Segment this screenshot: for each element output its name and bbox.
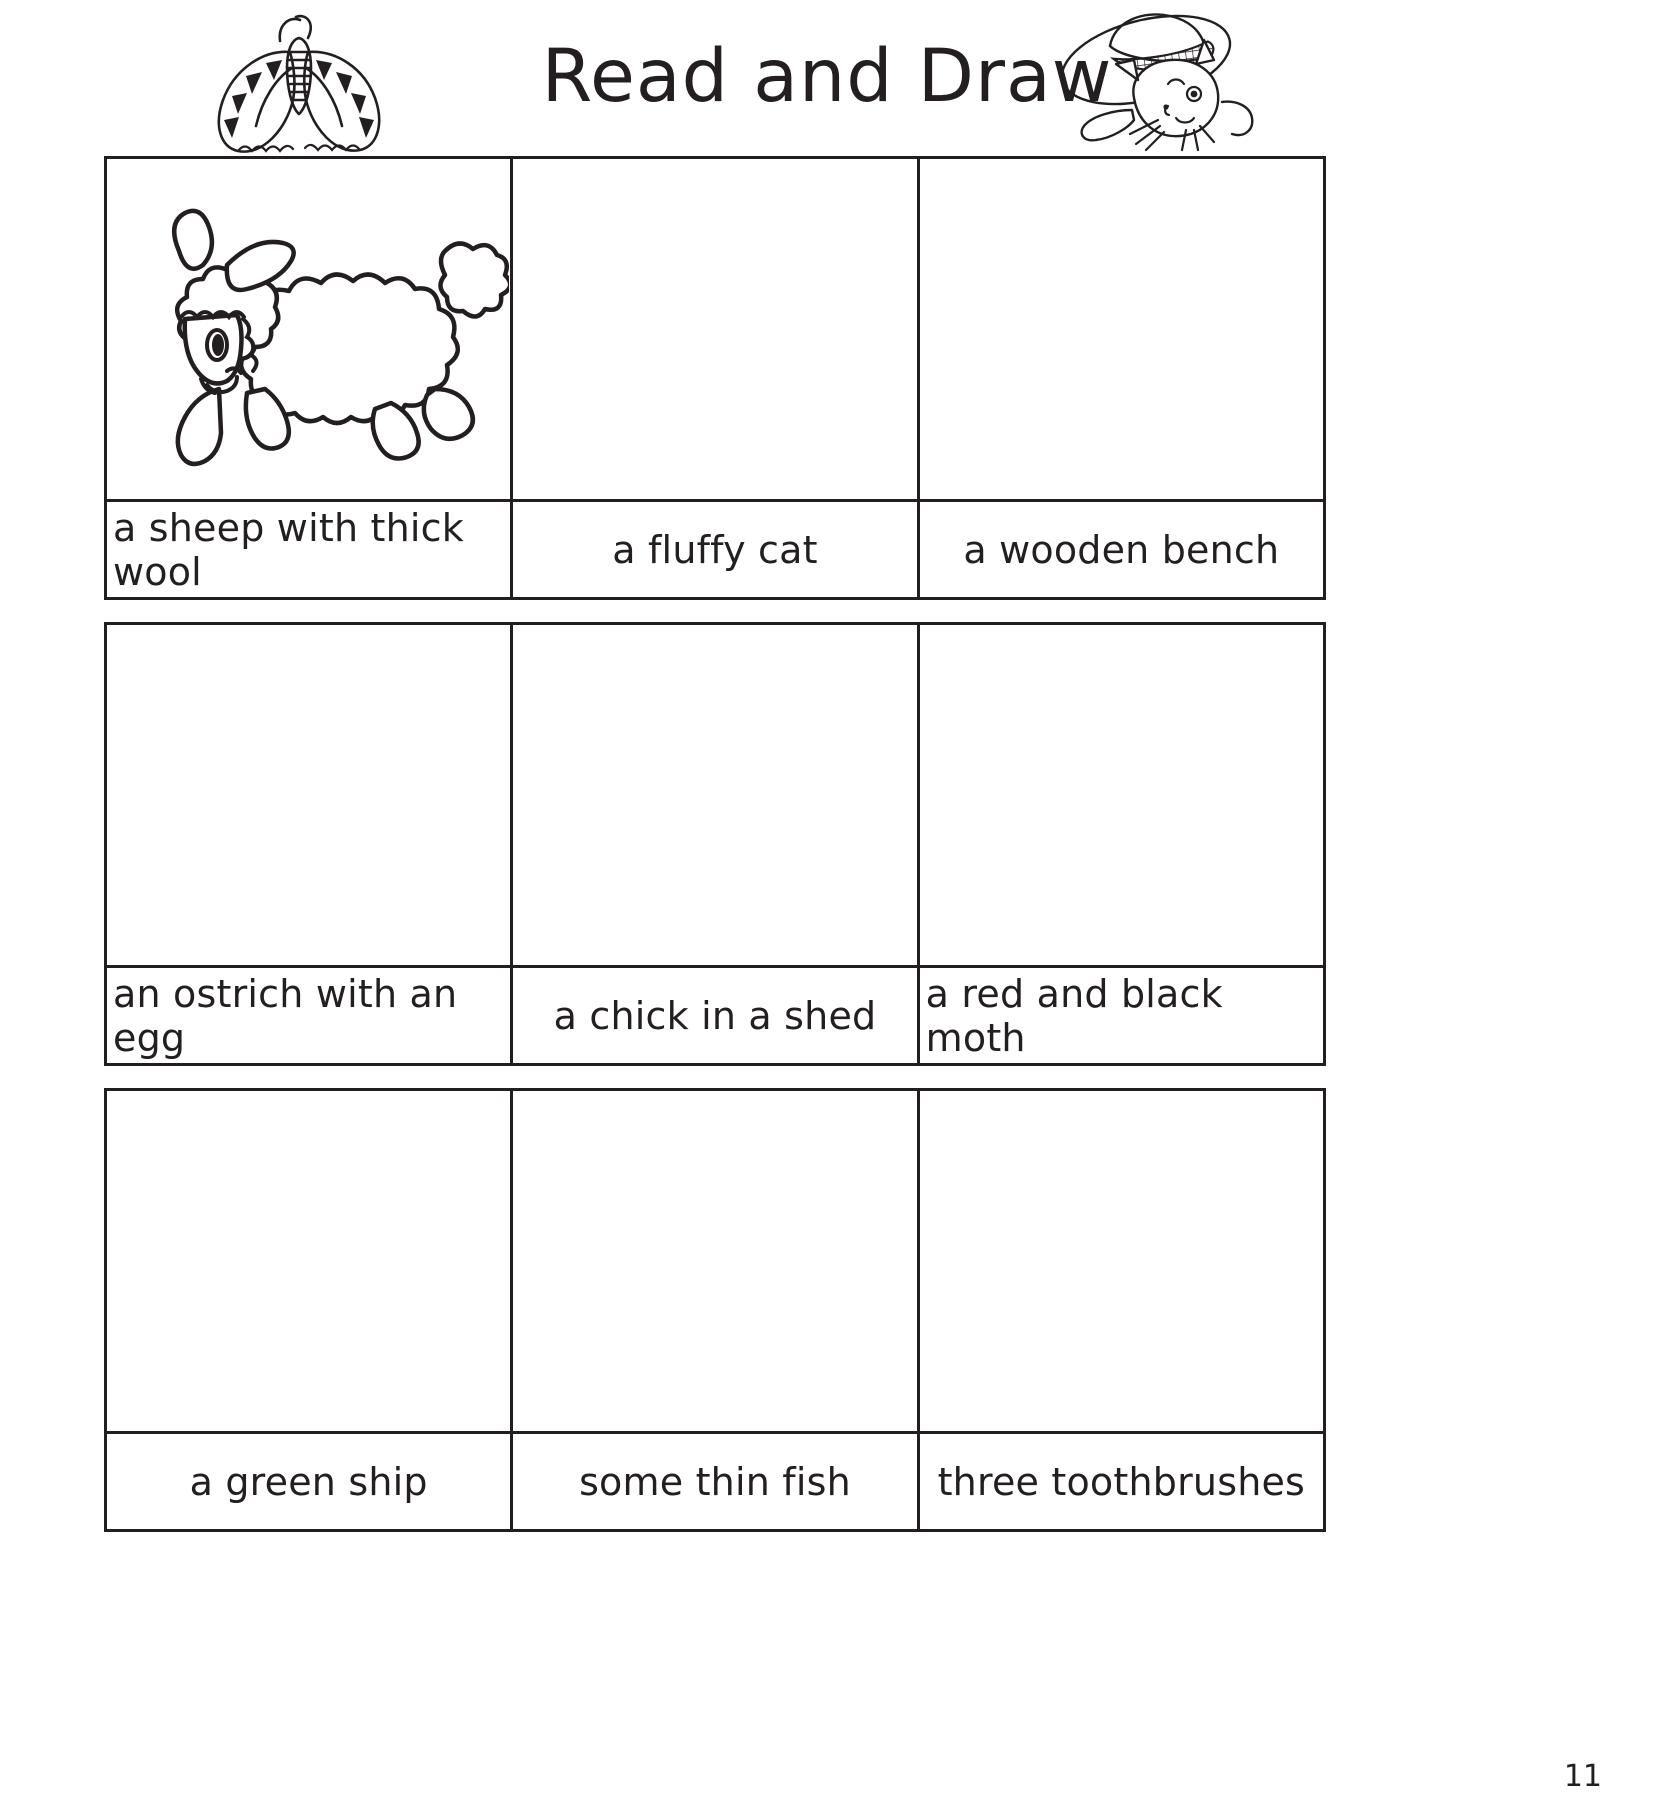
drawing-strip bbox=[107, 159, 1323, 499]
page-number: 11 bbox=[1563, 1759, 1602, 1794]
drawing-box-blank[interactable] bbox=[513, 1091, 919, 1431]
worksheet-row bbox=[104, 622, 1326, 1066]
prompt-label: a fluffy cat bbox=[513, 502, 919, 597]
prompt-label: a wooden bench bbox=[963, 527, 1280, 572]
label-strip bbox=[107, 965, 1323, 1063]
drawing-box-sheep[interactable] bbox=[107, 159, 513, 499]
sheep-icon bbox=[123, 193, 509, 473]
drawing-box-blank[interactable] bbox=[920, 625, 1323, 965]
drawing-box-blank[interactable] bbox=[513, 159, 919, 499]
label-strip bbox=[107, 499, 1323, 597]
prompt-label: a sheep with thick wool bbox=[107, 502, 513, 597]
prompt-label: a chick in a shed bbox=[513, 968, 919, 1063]
drawing-box-blank[interactable] bbox=[107, 625, 513, 965]
prompt-label: a red and black moth bbox=[925, 971, 1223, 1060]
page-title: Read and Draw bbox=[541, 34, 1113, 119]
drawing-box-blank[interactable] bbox=[513, 625, 919, 965]
drawing-strip bbox=[107, 625, 1323, 965]
drawing-strip bbox=[107, 1091, 1323, 1431]
prompt-label: an ostrich with an egg bbox=[107, 968, 513, 1063]
page-header bbox=[0, 0, 1654, 152]
prompt-label: a green ship bbox=[107, 1434, 513, 1529]
drawing-box-blank[interactable] bbox=[920, 159, 1323, 499]
prompt-label: three toothbrushes bbox=[937, 1459, 1306, 1504]
worksheet-row bbox=[104, 156, 1326, 600]
cat-in-hat-icon bbox=[1018, 6, 1258, 152]
drawing-box-blank[interactable] bbox=[920, 1091, 1323, 1431]
drawing-box-blank[interactable] bbox=[107, 1091, 513, 1431]
prompt-label: some thin fish bbox=[513, 1434, 919, 1529]
worksheet-row bbox=[104, 1088, 1326, 1532]
worksheet-grid bbox=[104, 156, 1326, 1532]
label-strip bbox=[107, 1431, 1323, 1529]
